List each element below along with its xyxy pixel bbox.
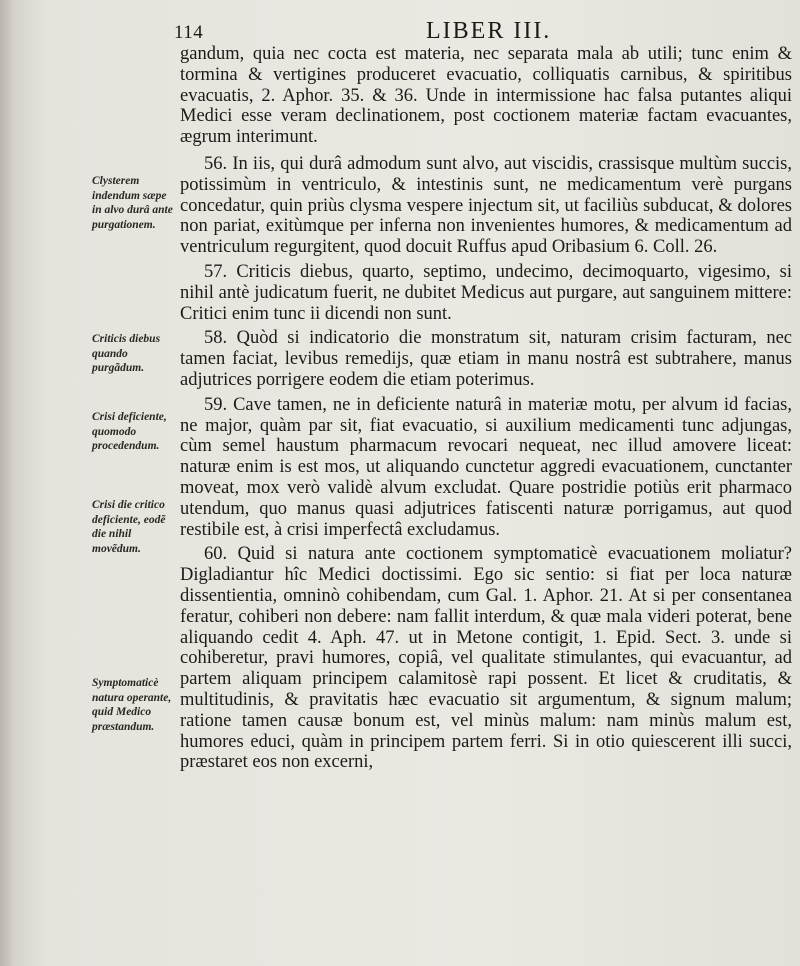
margin-note-59: Crisi die critico deficiente, eodẽ die nihil movẽdum. (92, 499, 166, 555)
paragraph-number: 56. (204, 153, 228, 174)
paragraph-56 (180, 154, 792, 258)
paragraph-text: Quòd si indicatorio die monstratum sit, naturam crisim facturam, nec tamen faciat, levibus remedijs, quæ etiam in manu nostrâ est subtrahere, manus adjutrices porrigere eodem die etiam poterimus. (180, 328, 792, 390)
paragraph-text: In iis, qui durâ admodum sunt alvo, aut viscidis, crassisque multùm succis, potissimùm in ventriculo, & intestinis sunt, ne medicamentum verè purgans concedatur, quin priùs clysma vespere injectum sit, ut faciliùs subducat, & dolores non pariat, exitùmque per inferna non invenientes humores, & medicamentum ad ventriculum regurgitent, quod docuit Ruffus apud Oribasium 6. Coll. 26. (180, 153, 792, 258)
page-number: 114 (174, 22, 204, 43)
paragraph-text: Quid si natura ante coctionem symptomaticè evacuationem moliatur? Digladiantur hîc Medici doctissimi. Ego sic sentio: si fiat per loca naturæ dissentientia, omninò cohibendam, cum Gal. 1. Aphor. 21. At si per consentanea feratur, cohiberi non debere: nam fallit interdum, & quæ mala videri poterat, bene aliquando cedit 4. Aph. 47. ut in Metone contigit, 1. Epid. Sect. 3. unde si cohiberetur, pravi humores, copiâ, vel qualitate stimulantes, qui evacuantur, ad partem aliquam principem calamitosè rapi possent. Et licet & cruditatis, & multitudinis, & pravitatis hæc evacuatio sit argumentum, & signum malum; ratione tamen causæ bonum est, vel minùs malum: nam minùs malum est, humores educi, quàm in principem partem ferri. Si in otio quiescerent illi succi, præstaret eos non excerni, (180, 544, 792, 773)
margin-note-60: Symptomaticè natura operante, quid Medico præstandum. (92, 677, 172, 733)
paragraph-58 (180, 328, 792, 390)
paragraph-text: Criticis diebus, quarto, septimo, undecimo, decimoquarto, vigesimo, si nihil antè judicatum fuerit, ne dubitet Medicus aut purgare, aut sanguinem mittere: Critici enim tunc ii dicendi non sunt. (180, 261, 793, 324)
paragraph-number: 60. (204, 544, 228, 565)
margin-note-57: Criticis diebus quando purgãdum. (92, 333, 161, 374)
continuation-text: gandum, quia nec cocta est materia, nec separata mala ab utili; tunc enim & tormina & vertigines produceret evacuatio, colliquatis carnibus, & spiritibus evacuatis, 2. Aphor. 35. & 36. Unde in intermissione hac falsa putantes aliqui Medici esse veram declinationem, post coctionem materiæ factam evacuantes, ægrum interimunt. (180, 44, 792, 148)
margin-note-58: Crisi deficiente, quomodo procedendum. (92, 411, 167, 452)
page-body (180, 44, 792, 777)
page-header (172, 18, 792, 46)
running-head: LIBER III. (426, 18, 552, 44)
paragraph-number: 58. (204, 328, 228, 349)
margin-note-56: Clysterem indendum sæpe in alvo durâ ante purgationem. (92, 175, 173, 231)
gutter-shadow (0, 0, 14, 966)
paragraph-text: Cave tamen, ne in deficiente naturâ in materiæ motu, per alvum id facias, ne major, quàm par sit, fiat evacuatio, si auxilium medicamenti tunc adjungas, cùm semel haustum pharmacum revocari nequeat, nec illud amovere liceat: naturæ enim is est mos, ut aliquando cunctetur aggredi evacuationem, cunctanter moveat, mox verò validè alvum excludat. Quare postridie potiùs erit pharmaco utendum, quo manus quasi adjutrices fatiscenti naturæ porrigamus, aut quod restibile est, à crisi imperfectâ excludamus. (180, 394, 792, 540)
paragraph-59 (180, 395, 792, 541)
paragraph-57 (180, 262, 792, 324)
paragraph-60 (180, 544, 792, 773)
paragraph-number: 59. (204, 394, 228, 415)
paragraph-number: 57. (204, 261, 228, 282)
